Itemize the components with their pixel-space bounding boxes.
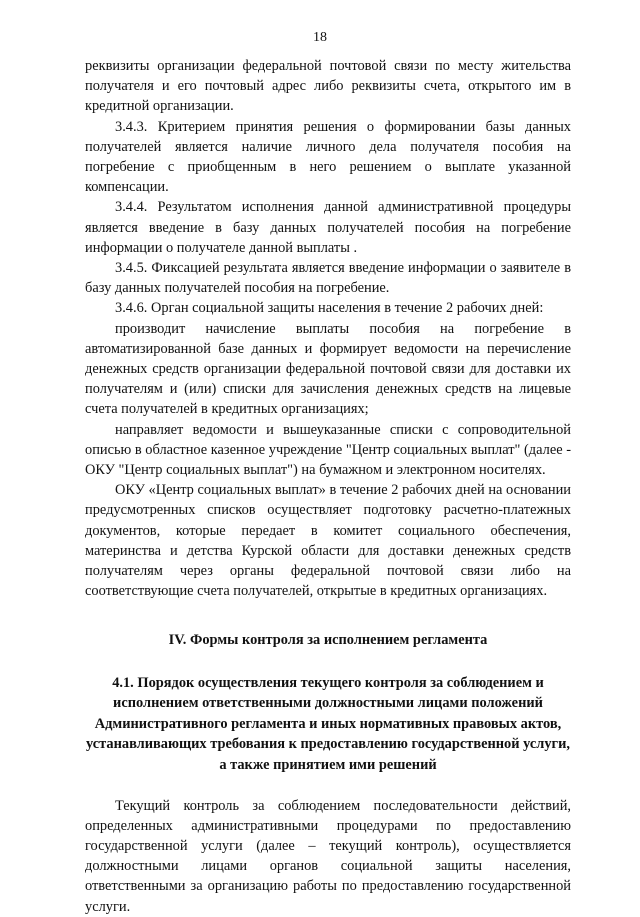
paragraph-current-control: Текущий контроль за соблюдением последовательности действий, определенных административными процедурами по предоставлению государственной услуги (далее – текущий контроль), осуществляется должностными лицами органов социальной защиты населения, ответственными за организацию работы по предоставлению государственной услуги. [85, 797, 571, 915]
paragraph-3-4-5: 3.4.5. Фиксацией результата является введение информации о заявителе в базу данных получателей пособия на погребение. [85, 260, 571, 297]
document-body [85, 56, 571, 917]
paragraph-oku: ОКУ «Центр социальных выплат» в течение 2 рабочих дней на основании предусмотренных списков осуществляет подготовку расчетно-платежных документов, которые передает в комитет социального обеспечения, материнства и детства Курской области для доставки денежных средств получателям через органы федеральной почтовой связи либо на соответствующие счета получателей, открытые в кредитных организациях. [85, 482, 571, 600]
page-number: 18 [313, 30, 327, 45]
subsection-title: 4.1. Порядок осуществления текущего контроля за соблюдением и исполнением ответственными должностными лицами положений Административного регламента и иных нормативных правовых актов, устанавливающих требования к предоставлению государственной услуги, а также принятием ими решений [86, 674, 570, 774]
paragraph-continuation: реквизиты организации федеральной почтовой связи по месту жительства получателя и его почтовый адрес либо реквизиты счета, открытого им в кредитной организации. [85, 58, 571, 115]
paragraph-3-4-6: 3.4.6. Орган социальной защиты населения в течение 2 рабочих дней: [115, 300, 544, 317]
paragraph-send-statements: направляет ведомости и вышеуказанные списки с сопроводительной описью в областное казенное учреждение "Центр социальных выплат" (далее - ОКУ "Центр социальных выплат") на бумажном и электронном носителях. [85, 421, 571, 479]
paragraph-3-4-4: 3.4.4. Результатом исполнения данной административной процедуры является введение в базу данных получателей пособия на погребение информации о получателе данной выплаты . [85, 199, 571, 256]
paragraph-calculation: производит начисление выплаты пособия на погребение в автоматизированной базе данных и формирует ведомости на перечисление денежных средств организации федеральной почтовой связи для доставки их получателям и (или) списки для зачисления денежных средств на лицевые счета получателей в кредитных организациях; [85, 320, 571, 418]
section-title: IV. Формы контроля за исполнением регламента [168, 632, 488, 649]
paragraph-3-4-3: 3.4.3. Критерием принятия решения о формировании базы данных получателей является наличие личного дела получателя пособия на погребение с приобщенным в него решением о выплате указанной компенсации. [85, 118, 571, 196]
